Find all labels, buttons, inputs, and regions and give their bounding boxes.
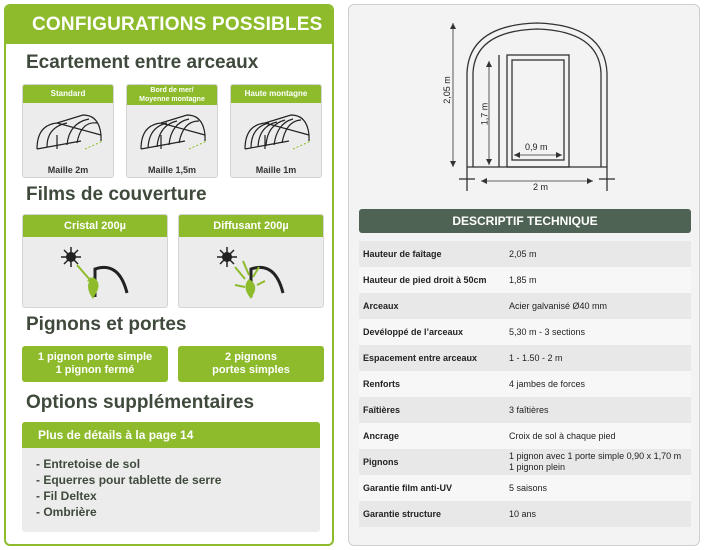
spec-value: 10 ans [505, 501, 691, 527]
card-bord-de-mer-label: Bord de mer/ Moyenne montagne [127, 85, 217, 105]
card-standard-label: Standard [23, 85, 113, 103]
films-title: Films de couverture [26, 184, 207, 205]
greenhouse-front-icon [349, 5, 700, 200]
table-row [359, 397, 691, 423]
options-list [22, 448, 320, 520]
table-row [359, 423, 691, 449]
list-item: - Fil Deltex [36, 489, 97, 503]
table-row [359, 475, 691, 501]
spec-value: 4 jambes de forces [505, 371, 691, 397]
spec-key: Faîtières [359, 397, 505, 423]
options-box-header: Plus de détails à la page 14 [22, 422, 320, 448]
card-haute-montagne-label: Haute montagne [231, 85, 321, 103]
spec-value: 5 saisons [505, 475, 691, 501]
spec-key: Espacement entre arceaux [359, 345, 505, 371]
card-cristal-label: Cristal 200µ [23, 215, 167, 237]
table-row [359, 345, 691, 371]
greenhouse-icon [23, 105, 114, 161]
dim-width: 2 m [533, 182, 549, 192]
spec-value: 1 pignon avec 1 porte simple 0,90 x 1,70 m 1 pignon plein [505, 449, 691, 475]
options-box [22, 422, 320, 532]
ecartement-title: Ecartement entre arceaux [26, 52, 259, 73]
list-item: - Ombrière [36, 505, 97, 519]
card-standard-foot: Maille 2m [47, 165, 89, 175]
table-row [359, 293, 691, 319]
card-bord-de-mer-foot: Maille 1,5m [147, 165, 197, 175]
greenhouse-icon [127, 105, 218, 161]
card-haute-montagne [230, 84, 322, 178]
descriptif-header: DESCRIPTIF TECHNIQUE [359, 209, 691, 233]
spec-value: 2,05 m [505, 241, 691, 267]
spec-key: Devéloppé de l’arceaux [359, 319, 505, 345]
sun-icon [23, 237, 168, 307]
configurations-panel [4, 4, 334, 546]
spec-key: Pignons [359, 449, 505, 475]
card-cristal [22, 214, 168, 308]
spec-value: 5,30 m - 3 sections [505, 319, 691, 345]
card-diffusant [178, 214, 324, 308]
sun-icon [179, 237, 324, 307]
spec-value: Acier galvanisé Ø40 mm [505, 293, 691, 319]
spec-value: Croix de sol à chaque pied [505, 423, 691, 449]
card-standard [22, 84, 114, 178]
greenhouse-diagram [349, 5, 700, 200]
dim-door-width: 0,9 m [525, 142, 548, 152]
pignon-option-2: 2 pignons portes simples [178, 346, 324, 382]
card-diffusant-label: Diffusant 200µ [179, 215, 323, 237]
spec-table [359, 241, 691, 527]
spec-key: Renforts [359, 371, 505, 397]
spec-value: 3 faîtières [505, 397, 691, 423]
list-item: - Entretoise de sol [36, 457, 141, 471]
table-row [359, 241, 691, 267]
dim-height-door: 1,7 m [479, 102, 490, 126]
card-bord-de-mer [126, 84, 218, 178]
table-row [359, 371, 691, 397]
spec-key: Hauteur de faîtage [359, 241, 505, 267]
dim-height-total: 2,05 m [441, 76, 452, 104]
spec-key: Ancrage [359, 423, 505, 449]
card-haute-montagne-foot: Maille 1m [255, 165, 297, 175]
table-row [359, 501, 691, 527]
table-row [359, 267, 691, 293]
technical-panel [348, 4, 700, 546]
pignons-title: Pignons et portes [26, 314, 187, 335]
greenhouse-icon [231, 105, 322, 161]
table-row [359, 319, 691, 345]
list-item: - Equerres pour tablette de serre [36, 473, 222, 487]
spec-key: Garantie structure [359, 501, 505, 527]
spec-value: 1 - 1.50 - 2 m [505, 345, 691, 371]
pignon-option-1: 1 pignon porte simple 1 pignon fermé [22, 346, 168, 382]
spec-key: Hauteur de pied droit à 50cm [359, 267, 505, 293]
configurations-header: CONFIGURATIONS POSSIBLES [6, 6, 332, 44]
spec-key: Garantie film anti-UV [359, 475, 505, 501]
table-row [359, 449, 691, 475]
options-title: Options supplémentaires [26, 392, 255, 413]
spec-value: 1,85 m [505, 267, 691, 293]
spec-key: Arceaux [359, 293, 505, 319]
